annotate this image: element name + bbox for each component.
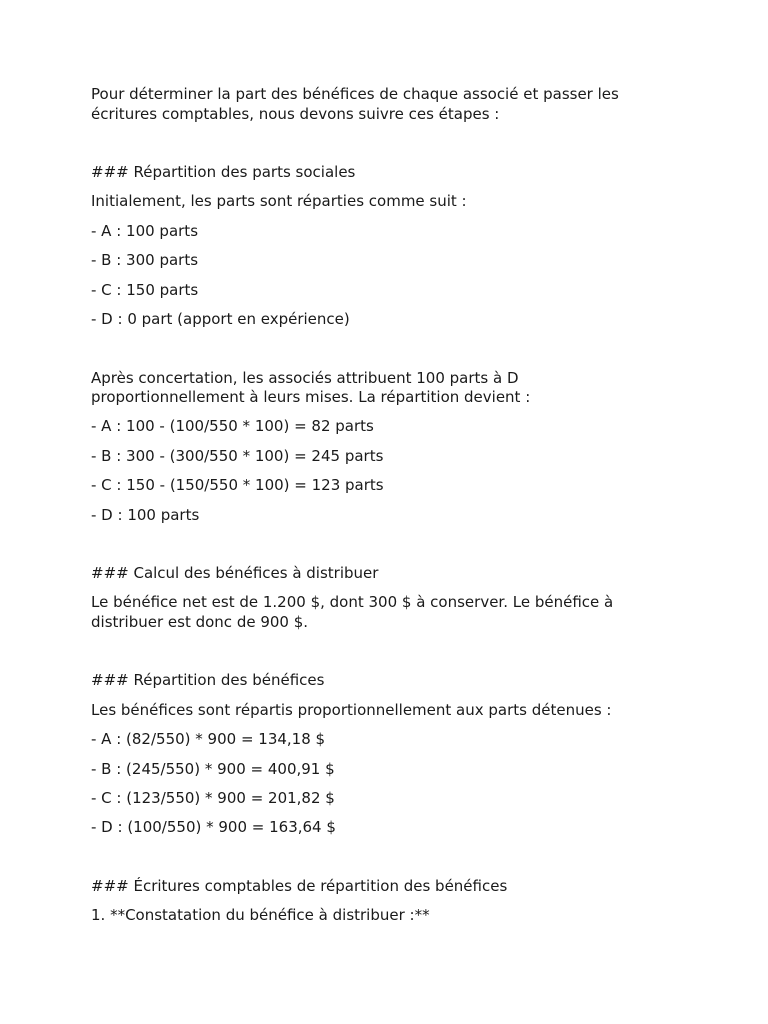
profit-text-line-1: Le bénéfice net est de 1.200 $, dont 300 $ à conserver. Le bénéfice à — [91, 593, 614, 611]
list-item-new-parts-d: - D : 100 parts — [91, 506, 200, 524]
profit-split-intro: Les bénéfices sont répartis proportionnellement aux parts détenues : — [91, 701, 612, 719]
section-heading-profit-split: ### Répartition des bénéfices — [91, 671, 325, 689]
reallocation-line-2: proportionnellement à leurs mises. La répartition devient : — [91, 388, 531, 406]
reallocation-line-1: Après concertation, les associés attribuent 100 parts à D — [91, 369, 519, 387]
section-heading-entries: ### Écritures comptables de répartition des bénéfices — [91, 877, 508, 895]
entries-step-1: 1. **Constatation du bénéfice à distribuer :** — [91, 906, 430, 924]
intro-line-1: Pour déterminer la part des bénéfices de chaque associé et passer les — [91, 85, 619, 103]
parts-intro: Initialement, les parts sont réparties comme suit : — [91, 192, 467, 210]
section-heading-profit-calc: ### Calcul des bénéfices à distribuer — [91, 564, 379, 582]
list-item-parts-b: - B : 300 parts — [91, 251, 199, 269]
list-item-new-parts-a: - A : 100 - (100/550 * 100) = 82 parts — [91, 417, 374, 435]
list-item-parts-c: - C : 150 parts — [91, 281, 199, 299]
list-item-profit-a: - A : (82/550) * 900 = 134,18 $ — [91, 730, 326, 748]
profit-text-line-2: distribuer est donc de 900 $. — [91, 613, 309, 631]
list-item-parts-d: - D : 0 part (apport en expérience) — [91, 310, 350, 328]
list-item-profit-d: - D : (100/550) * 900 = 163,64 $ — [91, 818, 336, 836]
intro-line-2: écritures comptables, nous devons suivre ces étapes : — [91, 105, 500, 123]
section-heading-parts: ### Répartition des parts sociales — [91, 163, 356, 181]
list-item-new-parts-b: - B : 300 - (300/550 * 100) = 245 parts — [91, 447, 384, 465]
list-item-new-parts-c: - C : 150 - (150/550 * 100) = 123 parts — [91, 476, 384, 494]
list-item-parts-a: - A : 100 parts — [91, 222, 199, 240]
list-item-profit-c: - C : (123/550) * 900 = 201,82 $ — [91, 789, 335, 807]
list-item-profit-b: - B : (245/550) * 900 = 400,91 $ — [91, 760, 335, 778]
